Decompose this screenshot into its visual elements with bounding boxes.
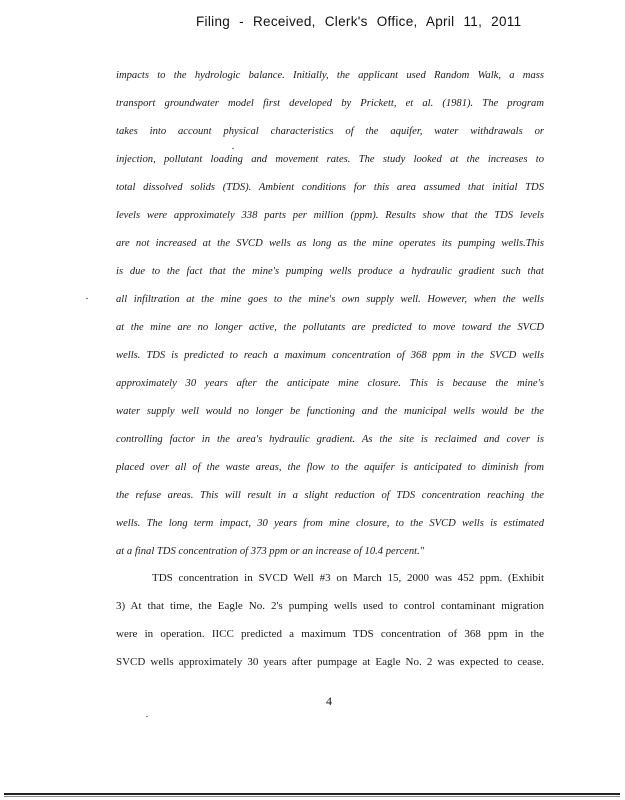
bottom-border-rule bbox=[4, 793, 620, 795]
quote-line: takes into account physical characteristics of the aquifer, water withdrawals or bbox=[116, 126, 544, 137]
quote-line: water supply well would no longer be functioning and the municipal wells would be the bbox=[116, 406, 544, 417]
bottom-border-rule-thin bbox=[4, 796, 620, 797]
scan-speck bbox=[86, 298, 88, 299]
quote-line: wells. The long term impact, 30 years from mine closure, to the SVCD wells is estimated bbox=[116, 518, 544, 529]
body-line: 3) At that time, the Eagle No. 2's pumping wells used to control contaminant migration bbox=[116, 600, 544, 612]
body-line: SVCD wells approximately 30 years after pumpage at Eagle No. 2 was expected to cease. bbox=[116, 656, 544, 668]
quote-line: wells. TDS is predicted to reach a maximum concentration of 368 ppm in the SVCD wells bbox=[116, 350, 544, 361]
quote-line: controlling factor in the area's hydraulic gradient. As the site is reclaimed and cover is bbox=[116, 434, 544, 445]
quote-line: is due to the fact that the mine's pumping wells produce a hydraulic gradient such that bbox=[116, 266, 544, 277]
body-line: TDS concentration in SVCD Well #3 on March 15, 2000 was 452 ppm. (Exhibit bbox=[152, 572, 544, 584]
page-number: 4 bbox=[326, 694, 332, 708]
quote-line: at a final TDS concentration of 373 ppm or an increase of 10.4 percent." bbox=[116, 546, 425, 557]
quote-line: approximately 30 years after the anticipate mine closure. This is because the mine's bbox=[116, 378, 544, 389]
quote-line: the refuse areas. This will result in a slight reduction of TDS concentration reaching the bbox=[116, 490, 544, 501]
scan-speck bbox=[146, 716, 148, 717]
quote-line: are not increased at the SVCD wells as long as the mine operates its pumping wells.This bbox=[116, 238, 544, 249]
quote-line: at the mine are no longer active, the pollutants are predicted to move toward the SVCD bbox=[116, 322, 544, 333]
quote-line: injection, pollutant loading and movement rates. The study looked at the increases to bbox=[116, 154, 544, 165]
body-line: were in operation. IICC predicted a maximum TDS concentration of 368 ppm in the bbox=[116, 628, 544, 640]
scan-speck bbox=[232, 148, 234, 149]
quote-line: transport groundwater model first developed by Prickett, et al. (1981). The program bbox=[116, 98, 544, 109]
quote-line: total dissolved solids (TDS). Ambient conditions for this area assumed that initial TDS bbox=[116, 182, 544, 193]
quote-line: placed over all of the waste areas, the flow to the aquifer is anticipated to diminish from bbox=[116, 462, 544, 473]
quote-line: all infiltration at the mine goes to the mine's own supply well. However, when the wells bbox=[116, 294, 544, 305]
filing-stamp-header: Filing - Received, Clerk's Office, April 11, 2011 bbox=[196, 14, 522, 29]
quote-line: impacts to the hydrologic balance. Initially, the applicant used Random Walk, a mass bbox=[116, 70, 544, 81]
quote-line: levels were approximately 338 parts per million (ppm). Results show that the TDS levels bbox=[116, 210, 544, 221]
